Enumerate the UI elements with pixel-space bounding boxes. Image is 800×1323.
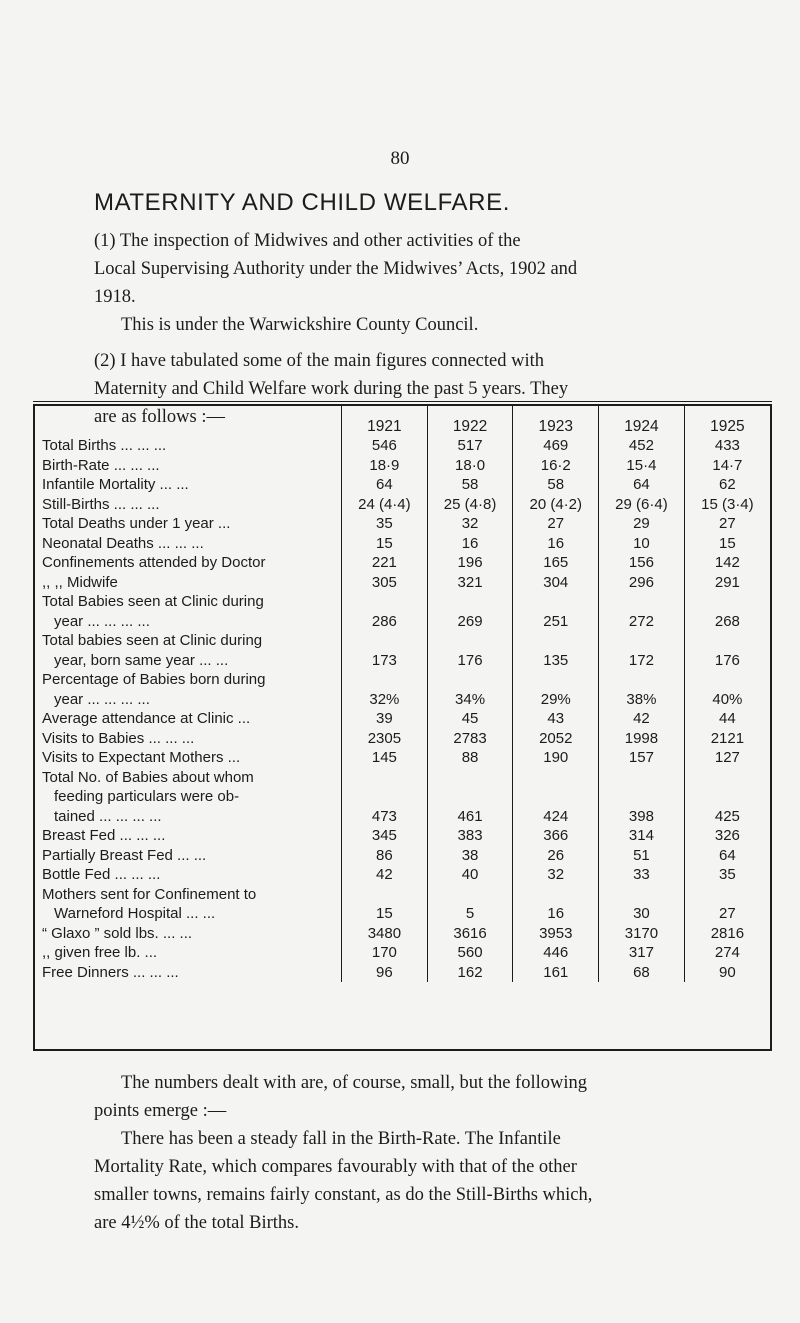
value-cell: 15 xyxy=(342,885,428,924)
row-label xyxy=(35,456,342,476)
value-cell: 38% xyxy=(599,670,685,709)
value-cell: 35 xyxy=(684,865,770,885)
row-label-line: Visits to Babies ... ... ... xyxy=(42,729,195,747)
value-cell: 135 xyxy=(513,631,599,670)
value-cell: 32 xyxy=(427,514,513,534)
paragraph-line: (1) The inspection of Midwives and other activities of the xyxy=(94,231,521,251)
table-row xyxy=(35,846,770,866)
paragraph-line: 1918. xyxy=(94,287,136,307)
value-cell: 27 xyxy=(684,885,770,924)
value-cell: 15·4 xyxy=(599,456,685,476)
row-label-line: Bottle Fed ... ... ... xyxy=(42,866,161,883)
value-cell: 221 xyxy=(342,553,428,573)
row-label xyxy=(35,534,342,554)
row-label-line: Still-Births ... ... ... xyxy=(42,495,160,513)
value-cell: 268 xyxy=(684,592,770,631)
row-label xyxy=(35,865,342,885)
table-row xyxy=(35,553,770,573)
table-row xyxy=(35,885,770,924)
value-cell: 32 xyxy=(513,865,599,885)
row-label-line: year, born same year ... ... xyxy=(54,651,229,669)
value-cell: 64 xyxy=(342,475,428,495)
value-cell: 165 xyxy=(513,553,599,573)
value-cell: 20 (4·2) xyxy=(513,495,599,515)
row-label-line: Total Babies seen at Clinic during xyxy=(42,593,264,610)
value-cell: 15 xyxy=(684,534,770,554)
table-row xyxy=(35,495,770,515)
value-cell: 383 xyxy=(427,826,513,846)
statistics-table xyxy=(35,406,770,982)
value-cell: 3480 xyxy=(342,924,428,944)
value-cell: 96 xyxy=(342,963,428,983)
value-cell: 461 xyxy=(427,768,513,827)
value-cell: 43 xyxy=(513,709,599,729)
value-cell: 142 xyxy=(684,553,770,573)
statistics-table-frame xyxy=(33,404,772,1051)
table-row xyxy=(35,436,770,456)
year-header: 1922 xyxy=(427,406,513,436)
table-row xyxy=(35,826,770,846)
table-row xyxy=(35,514,770,534)
row-label xyxy=(35,768,342,827)
value-cell: 2783 xyxy=(427,729,513,749)
value-cell: 5 xyxy=(427,885,513,924)
row-label-line: Neonatal Deaths ... ... ... xyxy=(42,534,204,552)
value-cell: 433 xyxy=(684,436,770,456)
value-cell: 27 xyxy=(684,514,770,534)
row-label-line: Average attendance at Clinic ... xyxy=(42,710,251,727)
value-cell: 305 xyxy=(342,573,428,593)
value-cell: 161 xyxy=(513,963,599,983)
value-cell: 321 xyxy=(427,573,513,593)
row-label-line: year ... ... ... ... xyxy=(54,612,150,630)
paragraph-line: Mortality Rate, which compares favourably with that of the other xyxy=(94,1157,577,1177)
value-cell: 29% xyxy=(513,670,599,709)
value-cell: 269 xyxy=(427,592,513,631)
value-cell: 16·2 xyxy=(513,456,599,476)
paragraph-line: are 4½% of the total Births. xyxy=(94,1213,299,1233)
value-cell: 18·9 xyxy=(342,456,428,476)
value-cell: 29 xyxy=(599,514,685,534)
table-row xyxy=(35,963,770,983)
table-row xyxy=(35,924,770,944)
value-cell: 345 xyxy=(342,826,428,846)
value-cell: 45 xyxy=(427,709,513,729)
value-cell: 2816 xyxy=(684,924,770,944)
value-cell: 16 xyxy=(513,534,599,554)
table-row xyxy=(35,456,770,476)
value-cell: 196 xyxy=(427,553,513,573)
row-label-line: Percentage of Babies born during xyxy=(42,671,266,688)
row-label-line: Confinements attended by Doctor xyxy=(42,554,266,571)
row-label xyxy=(35,826,342,846)
value-cell: 39 xyxy=(342,709,428,729)
row-label xyxy=(35,709,342,729)
row-label-line: Total No. of Babies about whom xyxy=(42,768,254,786)
value-cell: 424 xyxy=(513,768,599,827)
value-cell: 27 xyxy=(513,514,599,534)
row-label-line: Breast Fed ... ... ... xyxy=(42,827,166,844)
value-cell: 473 xyxy=(342,768,428,827)
paragraph-3 xyxy=(94,1069,734,1237)
row-label-line: Partially Breast Fed ... ... xyxy=(42,846,207,864)
value-cell: 452 xyxy=(599,436,685,456)
value-cell: 38 xyxy=(427,846,513,866)
table-body xyxy=(35,436,770,982)
row-label-line: Visits to Expectant Mothers ... xyxy=(42,749,241,766)
value-cell: 366 xyxy=(513,826,599,846)
row-label-line: “ Glaxo ” sold lbs. ... ... xyxy=(42,924,193,942)
value-cell: 286 xyxy=(342,592,428,631)
value-cell: 86 xyxy=(342,846,428,866)
value-cell: 40% xyxy=(684,670,770,709)
paragraph-line: The numbers dealt with are, of course, small, but the following xyxy=(121,1073,587,1093)
value-cell: 176 xyxy=(427,631,513,670)
row-label xyxy=(35,885,342,924)
value-cell: 2052 xyxy=(513,729,599,749)
row-label xyxy=(35,943,342,963)
value-cell: 18·0 xyxy=(427,456,513,476)
value-cell: 1998 xyxy=(599,729,685,749)
value-cell: 40 xyxy=(427,865,513,885)
table-row xyxy=(35,670,770,709)
value-cell: 24 (4·4) xyxy=(342,495,428,515)
value-cell: 314 xyxy=(599,826,685,846)
value-cell: 2121 xyxy=(684,729,770,749)
value-cell: 304 xyxy=(513,573,599,593)
value-cell: 291 xyxy=(684,573,770,593)
paragraph-line: points emerge :— xyxy=(94,1101,227,1121)
row-label-line: ,, given free lb. ... xyxy=(42,944,158,961)
value-cell: 10 xyxy=(599,534,685,554)
row-label xyxy=(35,553,342,573)
row-label xyxy=(35,963,342,983)
value-cell: 51 xyxy=(599,846,685,866)
table-row xyxy=(35,768,770,827)
table-row xyxy=(35,729,770,749)
table-row xyxy=(35,573,770,593)
table-row xyxy=(35,475,770,495)
row-label-line: Mothers sent for Confinement to xyxy=(42,885,257,903)
value-cell: 42 xyxy=(599,709,685,729)
value-cell: 42 xyxy=(342,865,428,885)
value-cell: 425 xyxy=(684,768,770,827)
value-cell: 64 xyxy=(684,846,770,866)
table-row xyxy=(35,865,770,885)
row-label-line: Total Deaths under 1 year ... xyxy=(42,515,231,532)
value-cell: 157 xyxy=(599,748,685,768)
value-cell: 33 xyxy=(599,865,685,885)
value-cell: 26 xyxy=(513,846,599,866)
row-label-line: Free Dinners ... ... ... xyxy=(42,963,179,981)
paragraph-line: Maternity and Child Welfare work during the past 5 years. They xyxy=(94,379,569,399)
value-cell: 190 xyxy=(513,748,599,768)
page-number: 80 xyxy=(390,148,410,169)
row-label xyxy=(35,846,342,866)
value-cell: 274 xyxy=(684,943,770,963)
value-cell: 35 xyxy=(342,514,428,534)
value-cell: 3953 xyxy=(513,924,599,944)
value-cell: 546 xyxy=(342,436,428,456)
value-cell: 296 xyxy=(599,573,685,593)
value-cell: 145 xyxy=(342,748,428,768)
value-cell: 68 xyxy=(599,963,685,983)
row-label xyxy=(35,670,342,709)
value-cell: 90 xyxy=(684,963,770,983)
row-label xyxy=(35,631,342,670)
row-label-line: tained ... ... ... ... xyxy=(54,807,162,825)
table-row xyxy=(35,943,770,963)
header-label-cell xyxy=(35,406,342,436)
value-cell: 14·7 xyxy=(684,456,770,476)
paragraph-1 xyxy=(94,227,714,311)
value-cell: 25 (4·8) xyxy=(427,495,513,515)
table-row xyxy=(35,631,770,670)
table-row xyxy=(35,709,770,729)
value-cell: 58 xyxy=(427,475,513,495)
paragraph-line: are as follows :— xyxy=(94,407,226,427)
row-label-line: Birth-Rate ... ... ... xyxy=(42,456,160,474)
value-cell: 326 xyxy=(684,826,770,846)
value-cell: 560 xyxy=(427,943,513,963)
row-label xyxy=(35,592,342,631)
row-label-line: Total Births ... ... ... xyxy=(42,437,167,454)
paragraph-line: smaller towns, remains fairly constant, as do the Still-Births which, xyxy=(94,1185,593,1205)
row-label xyxy=(35,514,342,534)
section-heading: MATERNITY AND CHILD WELFARE. xyxy=(94,189,510,216)
paragraph-1b: This is under the Warwickshire County Council. xyxy=(121,315,479,335)
paragraph-line: (2) I have tabulated some of the main figures connected with xyxy=(94,351,545,371)
value-cell: 32% xyxy=(342,670,428,709)
table-header-row xyxy=(35,406,770,436)
row-label xyxy=(35,475,342,495)
row-label-line: year ... ... ... ... xyxy=(54,690,150,708)
paragraph-line: Local Supervising Authority under the Midwives’ Acts, 1902 and xyxy=(94,259,578,279)
value-cell: 2305 xyxy=(342,729,428,749)
row-label-line: feeding particulars were ob- xyxy=(54,788,240,805)
value-cell: 62 xyxy=(684,475,770,495)
value-cell: 3616 xyxy=(427,924,513,944)
value-cell: 64 xyxy=(599,475,685,495)
row-label-line: Infantile Mortality ... ... xyxy=(42,476,189,493)
row-label xyxy=(35,573,342,593)
value-cell: 34% xyxy=(427,670,513,709)
value-cell: 517 xyxy=(427,436,513,456)
value-cell: 317 xyxy=(599,943,685,963)
value-cell: 58 xyxy=(513,475,599,495)
value-cell: 156 xyxy=(599,553,685,573)
year-header: 1925 xyxy=(684,406,770,436)
value-cell: 44 xyxy=(684,709,770,729)
row-label xyxy=(35,495,342,515)
value-cell: 88 xyxy=(427,748,513,768)
value-cell: 398 xyxy=(599,768,685,827)
value-cell: 162 xyxy=(427,963,513,983)
value-cell: 30 xyxy=(599,885,685,924)
row-label-line: Total babies seen at Clinic during xyxy=(42,632,263,649)
value-cell: 272 xyxy=(599,592,685,631)
year-header: 1923 xyxy=(513,406,599,436)
row-label xyxy=(35,748,342,768)
value-cell: 173 xyxy=(342,631,428,670)
value-cell: 446 xyxy=(513,943,599,963)
value-cell: 170 xyxy=(342,943,428,963)
year-header: 1924 xyxy=(599,406,685,436)
paragraph-line: There has been a steady fall in the Birth-Rate. The Infantile xyxy=(121,1129,561,1149)
row-label-line: ,, ,, Midwife xyxy=(42,573,118,591)
year-header: 1921 xyxy=(342,406,428,436)
value-cell: 3170 xyxy=(599,924,685,944)
value-cell: 16 xyxy=(427,534,513,554)
table-row xyxy=(35,592,770,631)
table-row xyxy=(35,748,770,768)
value-cell: 127 xyxy=(684,748,770,768)
value-cell: 251 xyxy=(513,592,599,631)
row-label xyxy=(35,924,342,944)
row-label xyxy=(35,729,342,749)
row-label-line: Warneford Hospital ... ... xyxy=(54,905,216,922)
value-cell: 176 xyxy=(684,631,770,670)
value-cell: 469 xyxy=(513,436,599,456)
value-cell: 15 xyxy=(342,534,428,554)
value-cell: 172 xyxy=(599,631,685,670)
row-label xyxy=(35,436,342,456)
value-cell: 15 (3·4) xyxy=(684,495,770,515)
value-cell: 29 (6·4) xyxy=(599,495,685,515)
value-cell: 16 xyxy=(513,885,599,924)
table-row xyxy=(35,534,770,554)
